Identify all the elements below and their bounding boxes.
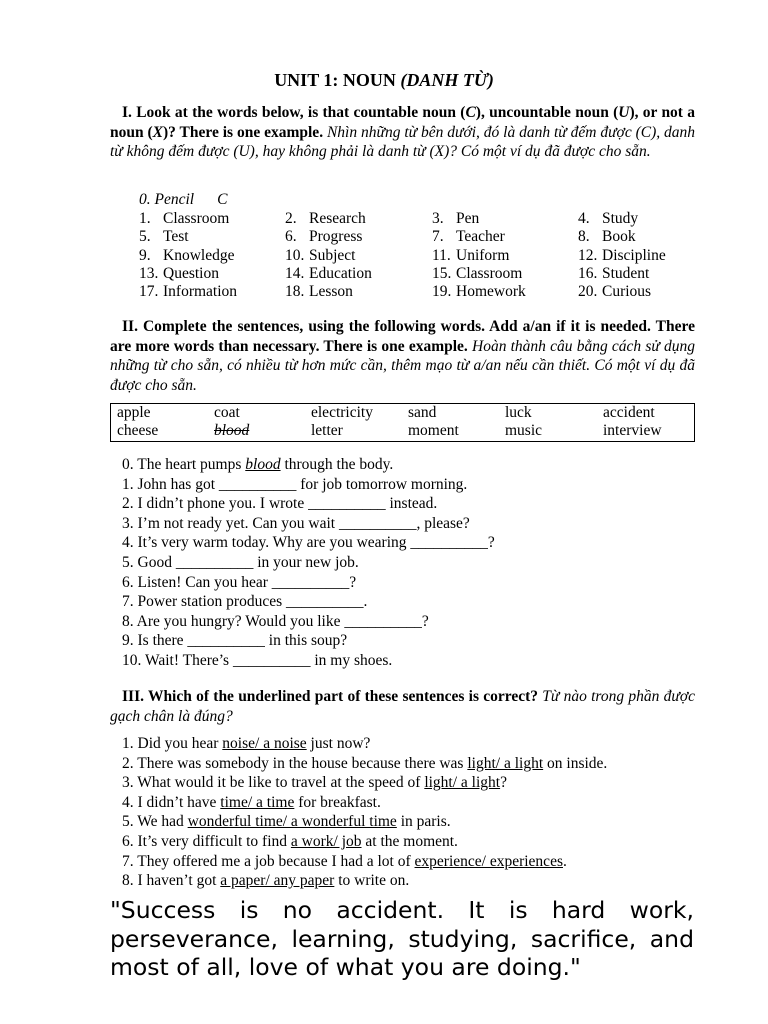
underlined-choice: a work/ job (290, 832, 362, 850)
word-item: 15. Classroom (432, 264, 523, 282)
word-box-item: apple (117, 404, 151, 421)
word-item: 1. Classroom (139, 210, 230, 227)
word-item: 3. Pen (432, 210, 480, 227)
choice-sentence: 3. What would it be like to travel at the speed of light/ a light? (122, 774, 507, 792)
fill-blank-sentence: 1. John has got __________ for job tomorrow morning. (122, 475, 468, 493)
underlined-choice: time/ a time (220, 793, 295, 811)
word-item: 4. Study (578, 210, 639, 227)
word-item: 20. Curious (578, 283, 652, 301)
section2-word-box (110, 403, 695, 442)
fill-blank-sentence: 5. Good __________ in your new job. (122, 553, 359, 571)
word-box-item: sand (408, 404, 437, 421)
underlined-choice: wonderful time/ a wonderful time (187, 813, 397, 831)
word-item: 10. Subject (285, 246, 356, 264)
word-item: 19. Homework (432, 283, 526, 301)
word-item: 17. Information (139, 283, 238, 301)
word-grid-row (139, 228, 699, 246)
example-sentence: 0. The heart pumps blood through the body. (122, 456, 394, 473)
word-item: 7. Teacher (432, 228, 505, 246)
underlined-choice: light/ a light (467, 754, 544, 772)
underlined-choice: a paper/ any paper (220, 872, 335, 890)
fill-blank-sentence: 3. I’m not ready yet. Can you wait __________, please? (122, 514, 470, 532)
word-grid-row (139, 247, 699, 265)
section1-instructions: I. Look at the words below, is that countable noun (C), uncountable noun (U), or not a noun (X)? There is one example. Nhìn những từ bên dưới, đó là danh từ đếm được (C), danh từ không đếm được (U), hay không phải là danh từ (X)? Có một ví dụ đã được cho sẵn. (110, 104, 696, 160)
word-item: 14. Education (285, 264, 372, 282)
word-item: 5. Test (139, 228, 189, 246)
fill-blank-sentence: 10. Wait! There’s __________ in my shoes. (122, 651, 393, 669)
word-box-item: accident (603, 404, 655, 421)
fill-blank-sentence: 2. I didn’t phone you. I wrote __________ instead. (122, 495, 438, 513)
word-grid-row (139, 265, 699, 283)
choice-sentence: 2. There was somebody in the house because there was light/ a light on inside. (122, 754, 608, 772)
underlined-choice: experience/ experiences (414, 852, 563, 870)
word-item: 12. Discipline (578, 246, 666, 264)
word-grid-row (139, 210, 699, 228)
word-box-item: blood (214, 422, 250, 439)
word-item: 16. Student (578, 264, 650, 282)
word-item: 11. Uniform (432, 246, 510, 264)
word-item: 8. Book (578, 228, 636, 246)
word-item: 6. Progress (285, 228, 363, 246)
section2-sentences (122, 455, 712, 671)
section2-instructions: II. Complete the sentences, using the following words. Add a/an if it is needed. There are more words than necessary. There is one example. Hoàn thành câu bằng cách sử dụng những từ cho sẵn, có nhiều từ hơn mức cần, thêm mạo từ a/an nếu cần thiết. Có một ví dụ đã được cho sẵn. (110, 318, 695, 394)
underlined-choice: light/ a light (424, 774, 501, 792)
page-title: UNIT 1: NOUN (DANH TỪ) (274, 70, 494, 90)
choice-sentence: 5. We had wonderful time/ a wonderful time in paris. (122, 813, 451, 831)
section3-instructions: III. Which of the underlined part of these sentences is correct? Từ nào trong phần được gạch chân là đúng? (110, 688, 695, 725)
word-box-item: luck (505, 404, 532, 421)
word-box-item: music (505, 422, 543, 439)
section1-example: 0. Pencil C (139, 191, 228, 208)
word-item: 18. Lesson (285, 283, 353, 301)
fill-blank-sentence: 6. Listen! Can you hear __________? (122, 573, 357, 591)
word-item: 2. Research (285, 210, 366, 227)
word-box-item: coat (214, 404, 240, 421)
fill-blank-sentence: 4. It’s very warm today. Why are you wearing __________? (122, 534, 495, 552)
word-item: 13. Question (139, 264, 219, 282)
word-box-item: electricity (311, 404, 373, 421)
section1-word-grid (139, 210, 699, 301)
fill-blank-sentence: 7. Power station produces __________. (122, 593, 368, 611)
choice-sentence: 4. I didn’t have time/ a time for breakfast. (122, 793, 381, 811)
word-item: 9. Knowledge (139, 246, 235, 264)
choice-sentence: 6. It’s very difficult to find a work/ job at the moment. (122, 832, 458, 850)
word-box-item: cheese (117, 422, 159, 439)
word-grid-row (139, 283, 699, 301)
fill-blank-sentence: 9. Is there __________ in this soup? (122, 632, 348, 650)
choice-sentence: 8. I haven’t got a paper/ any paper to write on. (122, 872, 410, 890)
choice-sentence: 7. They offered me a job because I had a lot of experience/ experiences. (122, 852, 567, 870)
word-box-item: letter (311, 422, 343, 439)
section3-sentences (122, 734, 712, 891)
fill-blank-sentence: 8. Are you hungry? Would you like __________? (122, 612, 429, 630)
choice-sentence: 1. Did you hear noise/ a noise just now? (122, 735, 371, 752)
word-box-item: interview (603, 422, 662, 439)
underlined-choice: noise/ a noise (222, 735, 307, 752)
motivational-quote: "Success is no accident. It is hard work, perseverance, learning, studying, sacrifice, and most of all, love of what you are doing." (110, 896, 694, 981)
word-box-item: moment (408, 422, 459, 439)
